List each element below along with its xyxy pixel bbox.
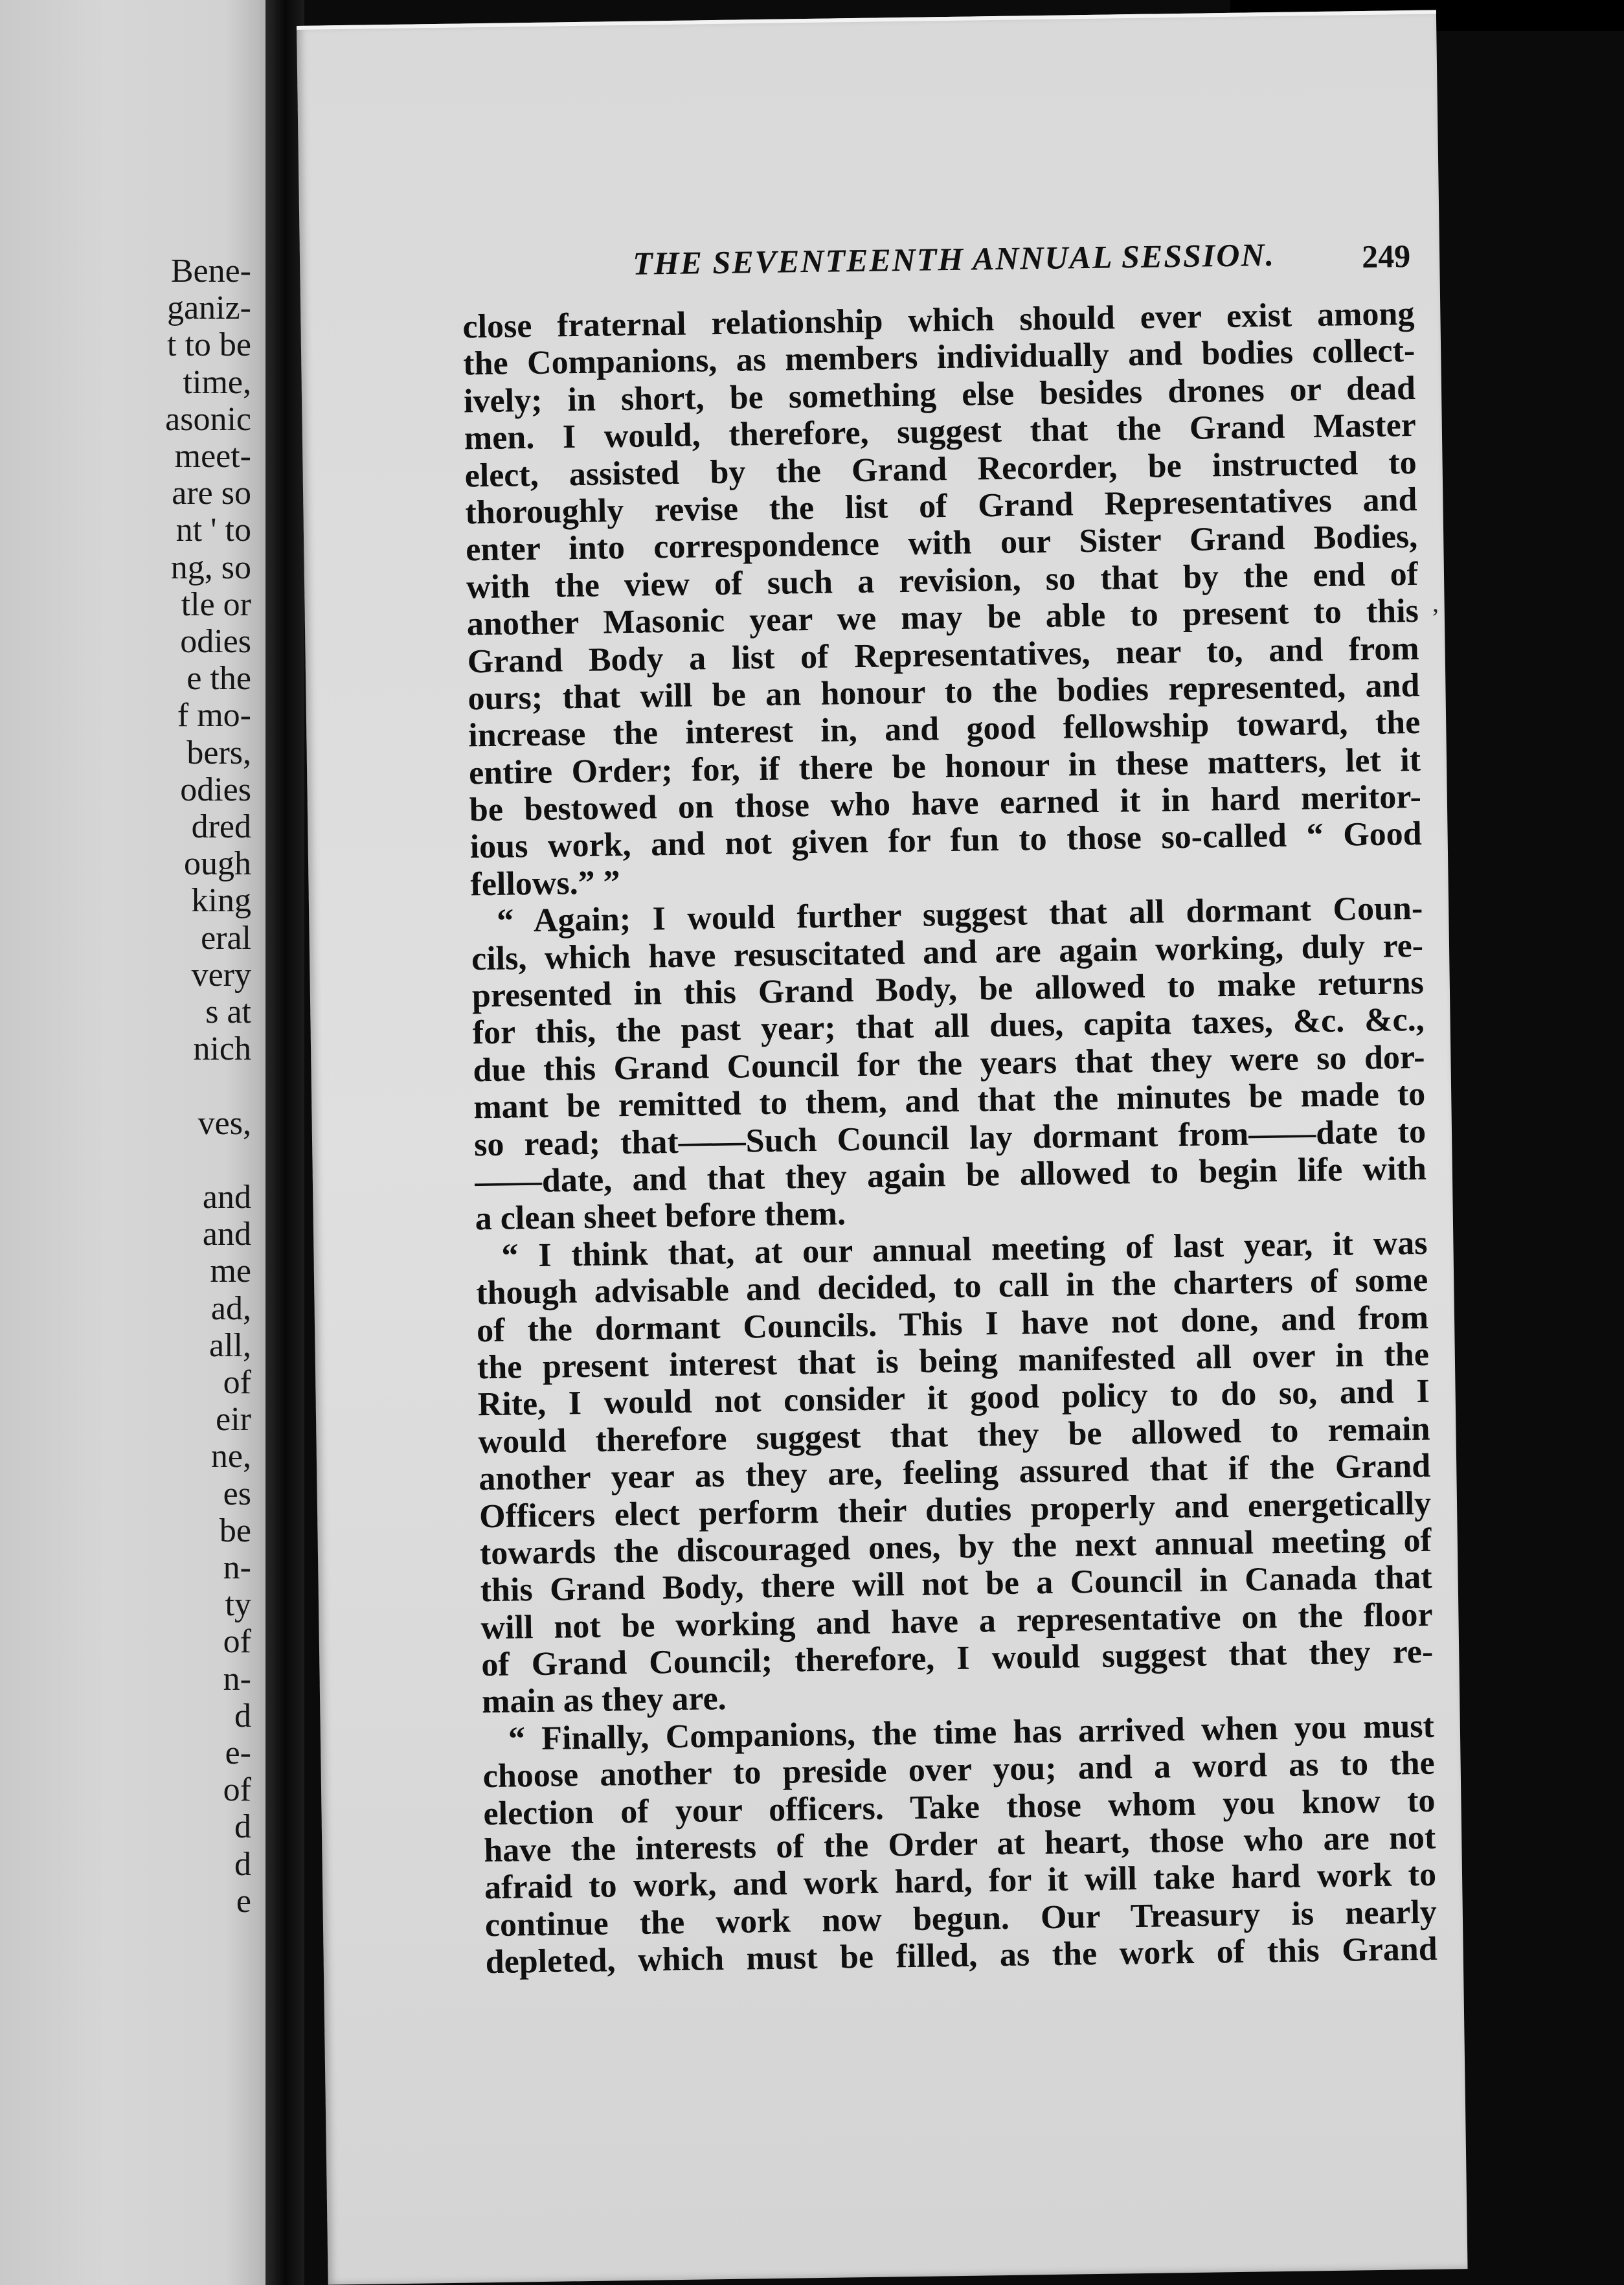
text-line: enter into correspondence with our Sister Grand Bodies, xyxy=(465,518,1418,569)
text-line: of Grand Council; therefore, I would suggest that they re- xyxy=(480,1633,1434,1684)
left-page-fragment: and xyxy=(202,1179,251,1216)
text-line: be bestowed on those who have earned it in hard meritor- xyxy=(469,778,1422,829)
text-line: Rite, I would not consider it good policy to do so, and I xyxy=(477,1373,1430,1424)
page-number: 249 xyxy=(1361,238,1411,275)
text-line: increase the interest in, and good fellowship toward, the xyxy=(468,704,1421,755)
text-line: so read; that——Such Council lay dormant from——date to xyxy=(473,1113,1427,1163)
left-page-fragment: king xyxy=(191,882,251,920)
left-page-fragment: nich xyxy=(193,1030,251,1068)
text-line: “ I think that, at our annual meeting of last year, it was xyxy=(501,1224,1428,1275)
left-page-fragment: es xyxy=(223,1475,251,1512)
margin-mark: ’ xyxy=(1431,603,1440,632)
text-line: presented in this Grand Body, be allowed to make returns xyxy=(471,964,1425,1015)
text-line: ious work, and not given for fun to those so-called “ Good xyxy=(469,815,1422,866)
left-page-fragment: ves, xyxy=(197,1104,251,1142)
left-page-fragment: of xyxy=(223,1364,251,1401)
text-line: Officers elect perform their duties properly and energetically xyxy=(479,1484,1432,1535)
text-line: “ Finally, Companions, the time has arrived when you must xyxy=(508,1707,1435,1758)
text-line: ours; that will be an honour to the bodies represented, and xyxy=(468,666,1420,718)
text-line: would therefore suggest that they be allowed to remain xyxy=(478,1410,1430,1461)
text-line: though advisable and decided, to call in the charters of some xyxy=(475,1261,1428,1312)
left-page-fragment: are so xyxy=(172,475,251,512)
left-page-fragment: dred xyxy=(191,808,251,845)
text-line: thoroughly revise the list of Grand Representatives and xyxy=(465,481,1417,532)
text-line: a clean sheet before them. xyxy=(475,1195,846,1238)
left-page-fragment: bers, xyxy=(186,734,251,771)
text-line: this Grand Body, there will not be a Council in Canada that xyxy=(480,1559,1433,1609)
left-page-fragment: odies xyxy=(180,623,251,660)
left-page-fragment: and xyxy=(202,1216,251,1253)
text-line: men. I would, therefore, suggest that the Grand Master xyxy=(464,407,1417,457)
text-line: another Masonic year we may be able to present to this xyxy=(466,593,1419,643)
text-line: elect, assisted by the Grand Recorder, be instructed to xyxy=(464,444,1417,495)
text-line: fellows.” ” xyxy=(470,864,621,904)
left-page-fragment: meet- xyxy=(174,438,251,475)
text-line: have the interests of the Order at heart, those who are not xyxy=(483,1819,1436,1870)
left-page-fragment: d xyxy=(234,1697,251,1734)
left-page-fragment: n- xyxy=(223,1549,251,1586)
book-gutter xyxy=(265,0,304,2285)
left-page-fragment: d xyxy=(234,1845,251,1883)
left-page-fragment: t to be xyxy=(167,326,251,364)
left-page-fragment: me xyxy=(210,1253,251,1290)
left-page-fragment: asonic xyxy=(165,400,251,438)
text-line: choose another to preside over you; and a word as to the xyxy=(482,1744,1436,1795)
text-line: of the dormant Councils. This I have not done, and from xyxy=(476,1299,1429,1349)
left-page-fragment: of xyxy=(223,1623,251,1661)
main-page xyxy=(297,10,1468,2284)
left-page-fragment: ad, xyxy=(210,1290,251,1327)
text-line: entire Order; for, if there be honour in these matters, let it xyxy=(468,741,1421,792)
left-page-fragment: s at xyxy=(205,994,251,1030)
left-page-fragment: all, xyxy=(209,1326,251,1364)
text-line: depleted, which must be filled, as the work of this Grand xyxy=(485,1930,1438,1981)
text-line: ——date, and that they again be allowed to begin life with xyxy=(474,1150,1427,1201)
left-page-fragment: very xyxy=(191,956,251,994)
text-line: “ Again; I would further suggest that all dormant Coun- xyxy=(496,890,1423,940)
left-page-fragment: ng, so xyxy=(170,549,251,586)
text-line: towards the discouraged ones, by the next annual meeting of xyxy=(479,1521,1432,1573)
left-page-fragment: e- xyxy=(225,1734,251,1771)
body-text xyxy=(462,295,1438,1981)
left-page-fragment: tle or xyxy=(181,585,251,623)
text-line: with the view of such a revision, so that by the end of xyxy=(466,555,1419,606)
text-line: Grand Body a list of Representatives, near to, and from xyxy=(467,630,1419,680)
left-page-fragment: eir xyxy=(216,1401,251,1438)
left-page-fragment: odies xyxy=(180,771,251,808)
left-page-fragment: n- xyxy=(223,1660,251,1698)
left-page-fragment: f mo- xyxy=(177,697,251,734)
text-line: main as they are. xyxy=(481,1680,727,1721)
left-page-fragment: be xyxy=(219,1512,251,1549)
text-line: another year as they are, feeling assured that if the Grand xyxy=(478,1447,1431,1498)
left-page-fragment: of xyxy=(223,1771,251,1809)
text-line: due this Grand Council for the years that they were so dor- xyxy=(473,1038,1425,1089)
text-line: the present interest that is being manifested all over in the xyxy=(477,1336,1430,1387)
left-page-fragment: ganiz- xyxy=(167,290,251,327)
running-head: THE SEVENTEENTH ANNUAL SESSION. xyxy=(632,236,1276,282)
text-line: close fraternal relationship which should ever exist among xyxy=(462,295,1415,346)
left-page-fragment: ty xyxy=(225,1586,251,1624)
left-page-fragment: d xyxy=(234,1808,251,1846)
text-line: the Companions, as members individually and bodies collect- xyxy=(462,332,1415,383)
left-page-fragment: time, xyxy=(183,363,251,401)
left-page-fragment: ne, xyxy=(210,1438,251,1475)
left-page-fragment: ough xyxy=(184,845,251,883)
left-page-fragment: Bene- xyxy=(170,253,251,290)
text-line: continue the work now begun. Our Treasury is nearly xyxy=(484,1893,1438,1944)
text-line: afraid to work, and work hard, for it will take hard work to xyxy=(484,1856,1437,1907)
left-page-fragment: eral xyxy=(201,919,251,957)
left-page xyxy=(0,0,265,2285)
left-page-fragment: e the xyxy=(186,660,251,698)
text-line: for this, the past year; that all dues, capita taxes, &c. &c., xyxy=(472,1001,1425,1052)
page-top-edge xyxy=(297,10,1436,30)
left-page-fragment: nt ' to xyxy=(175,512,251,549)
text-line: will not be working and have a representative on the floor xyxy=(480,1596,1433,1646)
text-line: cils, which have resuscitated and are again working, duly re- xyxy=(471,927,1424,978)
left-page-fragment: e xyxy=(236,1882,251,1920)
text-line: election of your officers. Take those whom you know to xyxy=(483,1782,1436,1832)
text-line: mant be remitted to them, and that the minutes be made to xyxy=(473,1076,1426,1126)
text-line: ively; in short, be something else besides drones or dead xyxy=(463,369,1416,420)
